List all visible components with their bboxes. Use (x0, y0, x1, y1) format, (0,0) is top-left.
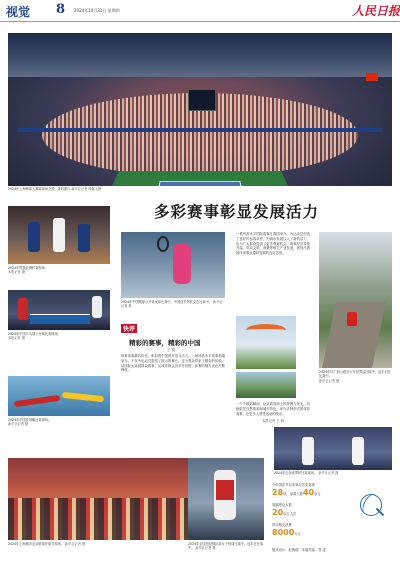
quick-comment-tag: 快评 (123, 326, 136, 333)
player (92, 296, 102, 318)
jersey (216, 480, 234, 500)
tennis-racket-icon (157, 236, 169, 252)
info-stat-3: 8000万元 (272, 528, 301, 537)
rowing-caption: 2024年中国皮划艇比赛现场。 新华社记者 摄 (8, 418, 52, 427)
tennis-player-photo (121, 232, 225, 298)
publication-date: 2024年10月31日 星期四 (74, 8, 120, 13)
info-line-3: 带动相关消费 (272, 523, 292, 527)
basketball-caption: 2024年男篮亚洲杯赛现场。 本报记者 摄 (8, 266, 48, 275)
cyclist (347, 312, 357, 326)
stats-infobox (272, 478, 392, 558)
boat (62, 392, 104, 402)
crowd-caption: 2024年上海城市业余联赛开幕式现场。 新华社记者 摄 (8, 542, 86, 546)
player (28, 222, 40, 252)
masthead (0, 0, 400, 22)
crowd-photo (8, 458, 188, 540)
fencer (352, 437, 364, 465)
cyclist-photo (319, 232, 392, 368)
article-right-2: 一个个精彩瞬间，记录着赛场上的拼搏与荣光。各地依托自然资源和城市特色，举办多种形式的体育赛事，让更多人感受运动的快乐。 (236, 402, 310, 416)
reporter-byline: 本报记者 王 萌 (262, 419, 284, 423)
info-stat-1: 28项，参赛人数40余万 (272, 488, 321, 497)
tabletennis-caption: 2024年中国乒乓球公开赛比赛现场。 本报记者 摄 (8, 332, 61, 341)
paraglider-wing (246, 324, 286, 336)
stadium-ribbon (18, 128, 382, 132)
page-number: 8 (56, 2, 66, 17)
player (53, 218, 65, 252)
info-line-2: 赛事观众人数 (272, 503, 292, 507)
info-line-1: 今年国庆节以来举办各类赛事 (272, 483, 315, 487)
tabletennis-photo (8, 290, 110, 330)
section-tag: 视觉 (6, 5, 31, 19)
fencing-photo (274, 427, 392, 470)
scoreboard (188, 89, 216, 111)
shotput-caption: 2024年全国田径锦标赛女子铅球比赛中，选手在比赛中。 新华社记者 摄 (188, 542, 264, 551)
fencer (302, 437, 314, 465)
stadium-caption: 2024年上海网球大师赛赛场全景。资料照片 新华社记者 徐翼飞摄 (8, 187, 102, 191)
mountain-photo (236, 372, 296, 398)
rowing-photo (8, 376, 110, 416)
boat (14, 395, 60, 407)
pingpong-table (30, 314, 90, 324)
paraglide-photo (236, 316, 296, 369)
article-right: 一系列高水平国际赛事在我国举办，为运动员创造了良好的参赛条件，为城市发展注入了新的活力，也为广大群众提供了更多观赛机会。赛事经济持续升温，带动文旅、消费等相关产业发展，展现出我国体育事业蓬勃发展的良好态势。 (236, 232, 310, 256)
footer-credits: 版式设计：赵博瑞 本版责编：郑 雯 (272, 548, 326, 552)
article-middle: 体育赛事精彩纷呈，彰显着中国的开放与活力。一场场高水平赛事相继举办，不仅为运动员提供了展示的舞台，也为观众带来了精彩的体验。从国际大赛到群众赛事，从城市街头到乡村田野，体育的魅力正在不断释放。 (121, 354, 225, 373)
page-headline: 多彩赛事彰显发展活力 (154, 202, 320, 221)
player (78, 224, 90, 252)
basketball-photo (8, 206, 110, 264)
quick-comment-title: 精彩的赛事，精彩的中国 (129, 339, 201, 347)
dancers (8, 498, 188, 540)
stadium-roof (8, 33, 392, 77)
tennis-player-caption: 2024年中国网球公开赛女单比赛中，中国选手郑钦文在比赛中。 新华社记者 摄 (121, 300, 223, 309)
quick-comment-author: 王 刚 (167, 348, 176, 352)
stadium-photo (8, 33, 392, 186)
newspaper-logo: 人民日报 (352, 4, 400, 18)
flag-icon (366, 73, 378, 81)
shotput-photo (188, 458, 264, 540)
cyclist-caption: 2024年环广西公路自行车世界巡回赛中，选手们在比赛中。 新华社记者 摄 (319, 370, 391, 383)
tennis-ball-icon (360, 494, 382, 516)
athlete (173, 244, 191, 284)
player (18, 298, 28, 320)
fencing-caption: 2024年击剑世界杯比赛现场。 新华社记者 摄 (274, 471, 339, 475)
info-stat-2: 20余万人次 (272, 508, 297, 517)
tennis-court (156, 181, 244, 186)
